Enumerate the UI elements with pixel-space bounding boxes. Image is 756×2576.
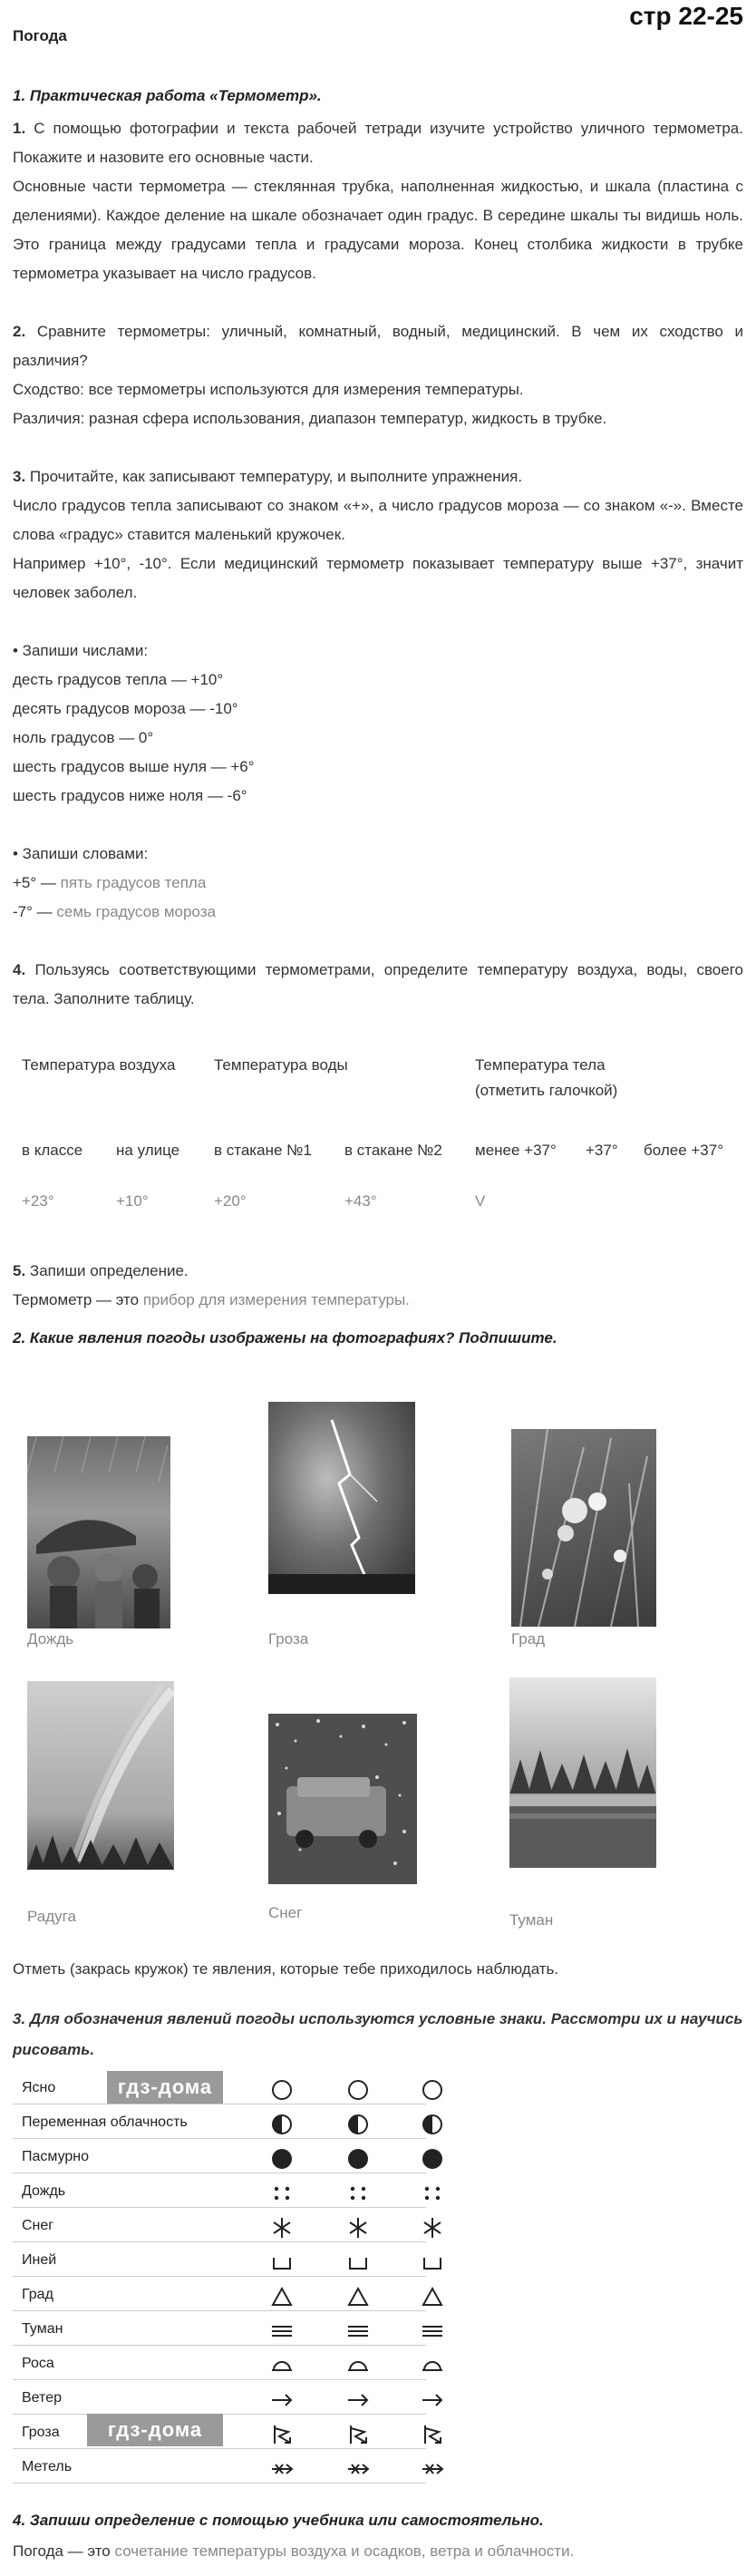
blizzard-icon [270,2457,294,2481]
frost-icon [270,2250,294,2274]
table-value-glass2: +43° [344,1192,377,1210]
task4-answer: Погода — это сочетание температуры воздуха и осадков, ветра и облачности. [13,2542,575,2560]
answer-2-diff: Различия: разная сфера использования, диапазон температур, жидкость в трубке. [13,410,607,427]
caption-snow: Снег [268,1904,303,1921]
clear-icon [346,2078,370,2102]
table-divider [13,2104,426,2105]
wind-icon [270,2388,294,2412]
snow-icon [346,2216,370,2240]
answer-2-similar: Сходство: все термометры используются для измерения температуры. [13,381,524,398]
table-divider [13,2310,426,2311]
words-item: +5° — пять градусов тепла [13,874,207,891]
dew-icon [346,2354,370,2377]
photo-thunderstorm [268,1402,415,1594]
photo-fog [509,1677,656,1868]
hail-photo-art [511,1429,656,1627]
frost-icon [421,2250,444,2274]
answer-1: Основные части термометра — стеклянная трубка, наполненная жидкостью, и шкала (пластина с делениями). Каждое деление на шкале обозначает один градус. В середине шкалы ты видишь ноль. Это граница между градусами тепла и градусами мороза. Конец столбика жидкости в трубке термометра указывает на число градусов. [13,178,743,282]
fog-icon [421,2319,444,2343]
symbol-label-snow: Снег [22,2218,54,2233]
clear-icon [270,2078,294,2102]
symbol-label-hail: Град [22,2287,53,2302]
caption-thunderstorm: Гроза [268,1630,309,1648]
snow-icon [421,2216,444,2240]
fog-photo-art [509,1677,656,1868]
table-col-more: более +37° [644,1142,724,1159]
table-divider [13,2379,426,2380]
question-5: 5. Запиши определение. [13,1262,189,1279]
numbers-item: десть градусов тепла — +10° [13,671,224,688]
table-divider [13,2448,426,2449]
symbol-label-overcast: Пасмурно [22,2149,90,2164]
symbol-label-frost: Иней [22,2252,57,2268]
table-col-class: в классе [22,1142,83,1159]
table-group-body-note: (отметить галочкой) [475,1082,618,1099]
rain-icon [346,2182,370,2205]
page-title: Погода [13,27,67,44]
table-divider [13,2483,426,2484]
symbol-label-wind: Ветер [22,2390,62,2406]
practical-heading: 1. Практическая работа «Термометр». [13,87,322,104]
answer-5: Термометр — это прибор для измерения температуры. [13,1291,410,1308]
wind-icon [346,2388,370,2412]
page-number: стр 22-25 [629,2,743,30]
caption-rainbow: Радуга [27,1908,76,1925]
partly-cloudy-icon [346,2113,370,2136]
overcast-icon [346,2147,370,2171]
table-value-less: V [475,1192,486,1210]
symbol-label-rain: Дождь [22,2183,66,2199]
question-3: 3. Прочитайте, как записывают температуру, и выполните упражнения. [13,468,523,485]
blizzard-icon [346,2457,370,2481]
table-col-glass1: в стакане №1 [214,1142,312,1159]
numbers-item: шесть градусов ниже ноля — -6° [13,787,247,804]
symbol-label-thunderstorm: Гроза [22,2425,60,2440]
table-group-air: Температура воздуха [22,1056,176,1074]
table-col-37: +37° [586,1142,618,1159]
words-item: -7° — семь градусов мороза [13,903,216,920]
table-divider [13,2207,426,2208]
table-col-less: менее +37° [475,1142,557,1159]
thunderstorm-icon [421,2423,444,2446]
watermark: гдз-дома [87,2414,223,2446]
clear-icon [421,2078,444,2102]
blizzard-icon [421,2457,444,2481]
table-value-class: +23° [22,1192,54,1210]
table-divider [13,2241,426,2242]
partly-cloudy-icon [421,2113,444,2136]
table-value-glass1: +20° [214,1192,247,1210]
table-value-street: +10° [116,1192,149,1210]
rain-icon [421,2182,444,2205]
overcast-icon [421,2147,444,2171]
hail-icon [270,2285,294,2309]
fog-icon [270,2319,294,2343]
overcast-icon [270,2147,294,2171]
table-group-body: Температура тела [475,1056,606,1074]
question-3-text-2: Например +10°, -10°. Если медицинский термометр показывает температуру выше +37°, значит человек заболел. [13,555,743,601]
numbers-heading: • Запиши числами: [13,642,149,659]
photo-snow [268,1714,417,1884]
table-divider [13,2276,426,2277]
question-1: 1. С помощью фотографии и текста рабочей тетради изучите устройство уличного термометра. Покажите и назовите его основные части. [13,120,743,166]
fog-icon [346,2319,370,2343]
dew-icon [270,2354,294,2377]
lightning-photo-art [268,1402,415,1594]
caption-rain: Дождь [27,1630,74,1648]
symbol-label-dew: Роса [22,2356,54,2371]
dew-icon [421,2354,444,2377]
caption-fog: Туман [509,1911,554,1929]
table-col-glass2: в стакане №2 [344,1142,442,1159]
table-col-street: на улице [116,1142,180,1159]
numbers-item: шесть градусов выше нуля — +6° [13,758,255,775]
task3-heading: 3. Для обозначения явлений погоды используются условные знаки. Рассмотри их и научись рисовать. [13,2010,743,2058]
table-divider [13,2345,426,2346]
watermark: гдз-дома [107,2071,223,2104]
partly-cloudy-icon [270,2113,294,2136]
task4-heading: 4. Запиши определение с помощью учебника или самостоятельно. [13,2512,544,2529]
rain-icon [270,2182,294,2205]
photo-hail [511,1429,656,1627]
table-divider [13,2138,426,2139]
question-4: 4. Пользуясь соответствующими термометрами, определите температуру воздуха, воды, своего тела. Заполните таблицу. [13,961,743,1007]
wind-icon [421,2388,444,2412]
numbers-item: ноль градусов — 0° [13,729,154,746]
thunderstorm-icon [270,2423,294,2446]
symbol-label-partly-cloudy: Переменная облачность [22,2114,188,2130]
thunderstorm-icon [346,2423,370,2446]
caption-hail: Град [511,1630,546,1648]
table-group-water: Температура воды [214,1056,348,1074]
question-3-text-1: Число градусов тепла записывают со знаком «+», а число градусов мороза — со знаком «-». Вместе слова «градус» ставится маленький кружочек. [13,497,743,543]
photo-rainbow [27,1681,174,1870]
hail-icon [421,2285,444,2309]
symbol-label-blizzard: Метель [22,2459,73,2474]
task2-footer: Отметь (закрась кружок) те явления, которые тебе приходилось наблюдать. [13,1960,559,1978]
snow-icon [270,2216,294,2240]
hail-icon [346,2285,370,2309]
frost-icon [346,2250,370,2274]
snow-photo-art [268,1714,417,1884]
question-2: 2. Сравните термометры: уличный, комнатный, водный, медицинский. В чем их сходство и различия? [13,323,743,369]
symbol-label-clear: Ясно [22,2080,56,2095]
task2-heading: 2. Какие явления погоды изображены на фотографиях? Подпишите. [13,1329,557,1346]
words-heading: • Запиши словами: [13,845,149,862]
symbol-label-fog: Туман [22,2321,63,2337]
rainbow-photo-art [27,1681,174,1870]
rain-photo-art [27,1436,170,1628]
photo-rain [27,1436,170,1628]
numbers-item: десять градусов мороза — -10° [13,700,238,717]
